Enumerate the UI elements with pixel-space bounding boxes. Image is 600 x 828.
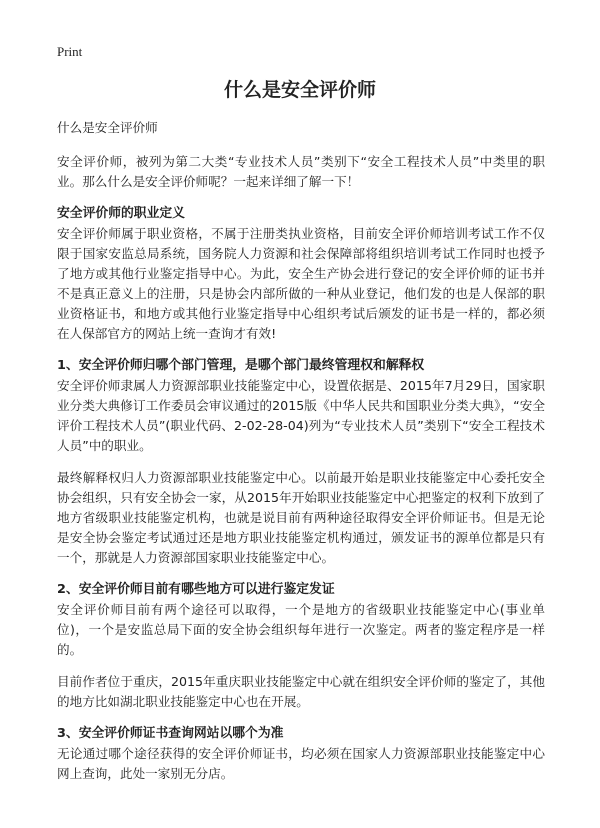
section-paragraph: 目前作者位于重庆，2015年重庆职业技能鉴定中心就在组织安全评价师的鉴定了，其他的地方比如湖北职业技能鉴定中心也在开展。 xyxy=(57,674,545,709)
section-paragraph: 安全评价师目前有两个途径可以取得，一个是地方的省级职业技能鉴定中心(事业单位)，一个是安监总局下面的安全协会组织每年进行一次鉴定。两者的鉴定程序是一样的。 xyxy=(57,602,545,657)
section-heading-definition: 安全评价师的职业定义 xyxy=(57,206,185,221)
section-paragraph: 安全评价师属于职业资格，不属于注册类执业资格，目前安全评价师培训考试工作不仅限于国家安监总局系统，国务院人力资源和社会保障部将组织培训考试工作同时也授予了地方或其他行业鉴定指导中心。为此，安全生产协会进行登记的安全评价师的证书并不是真正意义上的注册，只是协会内部所做的一种从业登记，他们发的也是人保部的职业资格证书，和地方或其他行业鉴定指导中心组织考试后颁发的证书是一样的，都必须在人保部官方的网站上统一查询才有效! xyxy=(57,226,545,341)
page-title: 什么是安全评价师 xyxy=(223,79,376,101)
section-heading-management: 1、安全评价师归哪个部门管理，是哪个部门最终管理权和解释权 xyxy=(57,358,425,373)
print-link[interactable]: Print xyxy=(57,44,83,59)
article-subtitle: 什么是安全评价师 xyxy=(57,120,158,135)
article-content xyxy=(57,118,545,796)
section-heading-query: 3、安全评价师证书查询网站以哪个为准 xyxy=(57,726,284,741)
section-heading-locations: 2、安全评价师目前有哪些地方可以进行鉴定发证 xyxy=(57,582,335,597)
intro-paragraph: 安全评价师，被列为第二大类“专业技术人员”类别下“安全工程技术人员”中类里的职业。那么什么是安全评价师呢？一起来详细了解一下！ xyxy=(57,154,545,189)
section-paragraph: 安全评价师隶属人力资源部职业技能鉴定中心，设置依据是、2015年7月29日，国家职业分类大典修订工作委员会审议通过的2015版《中华人民共和国职业分类大典》，“安全评价工程技术人员”(职业代码、2-02-28-04)列为“专业技术人员”类别下“安全工程技术人员”中的职业。 xyxy=(57,378,545,453)
section-paragraph: 最终解释权归人力资源部职业技能鉴定中心。以前最开始是职业技能鉴定中心委托安全协会组织，只有安全协会一家，从2015年开始职业技能鉴定中心把鉴定的权利下放到了地方省级职业技能鉴定机构，也就是说目前有两种途径取得安全评价师证书。但是无论是安全协会鉴定考试通过还是地方职业技能鉴定机构通过，颁发证书的源单位都是只有一个，那就是人力资源部国家职业技能鉴定中心。 xyxy=(57,470,545,565)
section-paragraph: 无论通过哪个途径获得的安全评价师证书，均必须在国家人力资源部职业技能鉴定中心网上查询，此处一家别无分店。 xyxy=(57,746,545,781)
